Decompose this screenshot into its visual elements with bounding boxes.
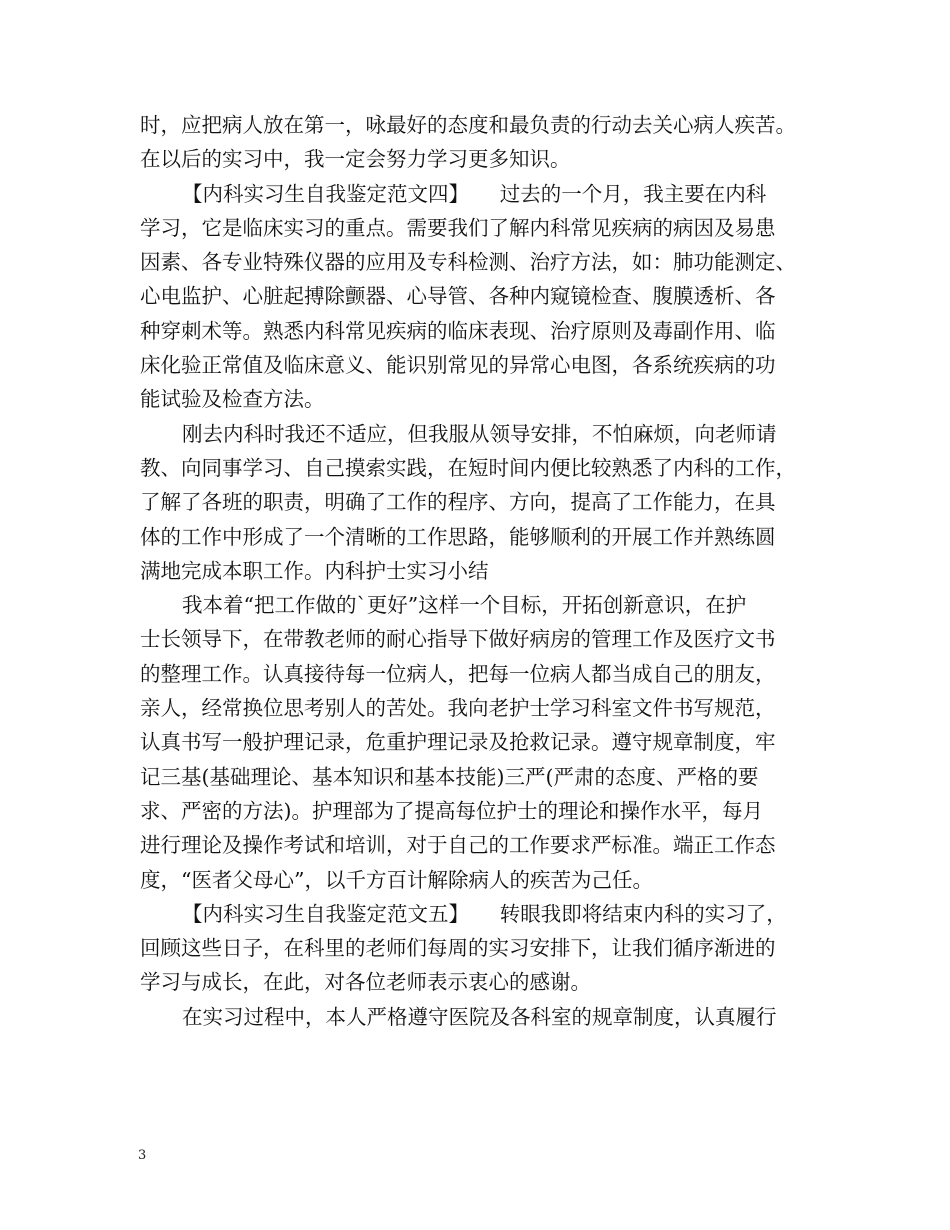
- body-text: [140, 108, 820, 1034]
- text-line: 教、向同事学习、自己摸索实践，在短时间内便比较熟悉了内科的工作，: [140, 455, 796, 480]
- page-number: 3: [138, 1148, 147, 1163]
- text-line: 床化验正常值及临床意义、能识别常见的异常心电图，各系统疾病的功: [140, 353, 776, 378]
- text-line: 士长领导下，在带教老师的耐心指导下做好病房的管理工作及医疗文书: [140, 627, 776, 652]
- text-line: 进行理论及操作考试和培训，对于自己的工作要求严标准。端正工作态: [140, 833, 776, 858]
- text-line: 了解了各班的职责，明确了工作的程序、方向，提高了工作能力，在具: [140, 490, 776, 515]
- text-line: 亲人，经常换位思考别人的苦处。我向老护士学习科室文件书写规范，: [140, 696, 776, 721]
- text-line: 学习与成长，在此，对各位老师表示衷心的感谢。: [140, 970, 591, 995]
- paragraph-start-line: 我本着“把工作做的`更好”这样一个目标，开拓创新意识，在护: [182, 593, 747, 618]
- text-line: 度，“医者父母心”，以千方百计解除病人的疾苦为己任。: [140, 867, 653, 892]
- text-line: 求、严密的方法)。护理部为了提高每位护士的理论和操作水平，每月: [140, 798, 763, 823]
- text-line: 时，应把病人放在第一，咏最好的态度和最负责的行动去关心病人疾苦。: [140, 113, 796, 137]
- text-line: 记三基(基础理论、基本知识和基本技能)三严(严肃的态度、严格的要: [140, 764, 759, 789]
- text-line: 体的工作中形成了一个清晰的工作思路，能够顺利的开展工作并熟练圆: [140, 524, 776, 549]
- text-line: 心电监护、心脏起搏除颤器、心导管、各种内窥镜检查、腹膜透析、各: [140, 284, 776, 309]
- text-line: 满地完成本职工作。内科护士实习小结: [140, 558, 489, 583]
- paragraph-start-line: 刚去内科时我还不适应，但我服从领导安排，不怕麻烦，向老师请: [182, 421, 777, 446]
- section-heading-line: 【内科实习生自我鉴定范文四】 过去的一个月，我主要在内科: [182, 181, 767, 206]
- text-line: 因素、各专业特殊仪器的应用及专科检测、治疗方法，如：肺功能测定、: [140, 250, 796, 275]
- paragraph-start-line: 在实习过程中，本人严格遵守医院及各科室的规章制度，认真履行: [182, 1004, 777, 1029]
- text-line: 学习，它是临床实习的重点。需要我们了解内科常见疾病的病因及易患: [140, 215, 776, 240]
- text-line: 认真书写一般护理记录，危重护理记录及抢救记录。遵守规章制度，牢: [140, 730, 776, 755]
- text-line: 种穿刺术等。熟悉内科常见疾病的临床表现、治疗原则及毒副作用、临: [140, 318, 776, 343]
- text-line: 在以后的实习中，我一定会努力学习更多知识。: [140, 147, 571, 172]
- text-line: 的整理工作。认真接待每一位病人，把每一位病人都当成自己的朋友，: [140, 661, 776, 686]
- text-line: 回顾这些日子，在科里的老师们每周的实习安排下，让我们循序渐进的: [140, 936, 776, 961]
- text-line: 能试验及检查方法。: [140, 387, 325, 412]
- section-heading-line: 【内科实习生自我鉴定范文五】 转眼我即将结束内科的实习了，: [182, 901, 787, 926]
